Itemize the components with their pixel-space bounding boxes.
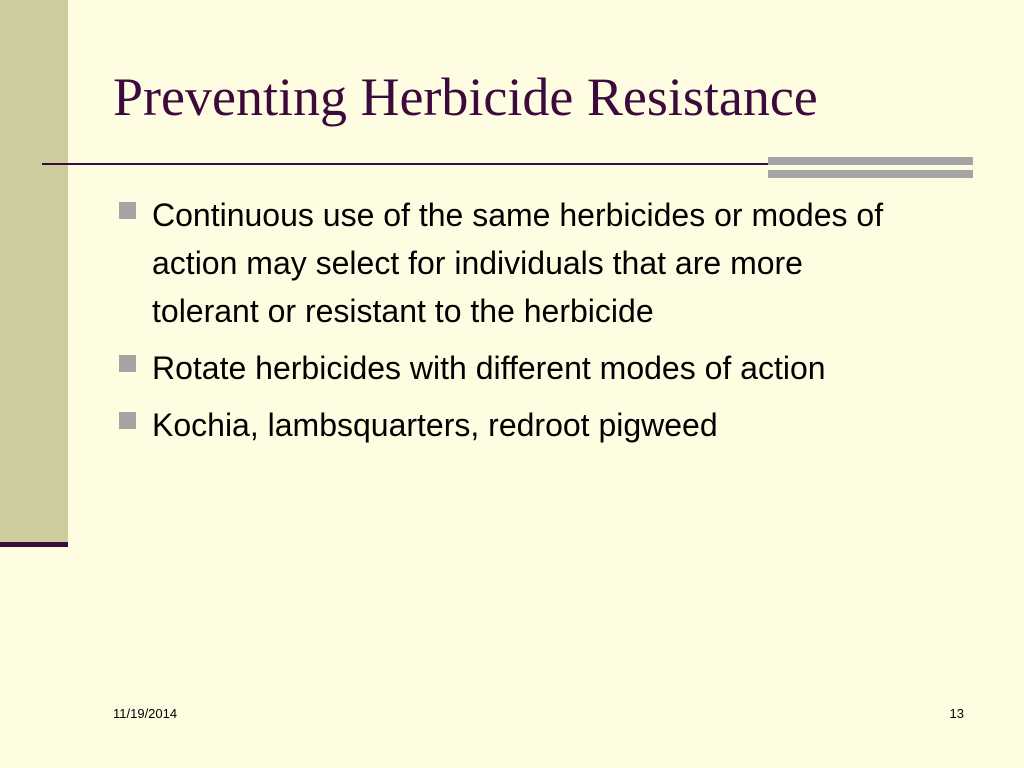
bullet-text: Continuous use of the same herbicides or modes of action may select for individuals that are more tolerant or resistant to the herbicide	[152, 197, 884, 329]
bullet-item	[115, 401, 915, 449]
bullet-text: Rotate herbicides with different modes of action	[152, 350, 826, 386]
square-bullet-icon	[119, 355, 136, 372]
title-divider	[42, 163, 797, 165]
square-bullet-icon	[119, 412, 136, 429]
bullet-list	[115, 191, 915, 458]
bullet-item	[115, 191, 915, 335]
title-divider-accent	[768, 157, 973, 179]
divider-accent-stripe-bottom	[768, 170, 973, 178]
slide-number: 13	[949, 706, 964, 721]
bullet-item	[115, 344, 915, 392]
left-accent-bar	[0, 0, 68, 544]
slide-title: Preventing Herbicide Resistance	[113, 67, 818, 127]
divider-accent-stripe-top	[768, 157, 973, 165]
square-bullet-icon	[119, 202, 136, 219]
footer-date: 11/19/2014	[113, 706, 178, 721]
left-accent-bar-base	[0, 542, 68, 547]
bullet-text: Kochia, lambsquarters, redroot pigweed	[152, 407, 718, 443]
